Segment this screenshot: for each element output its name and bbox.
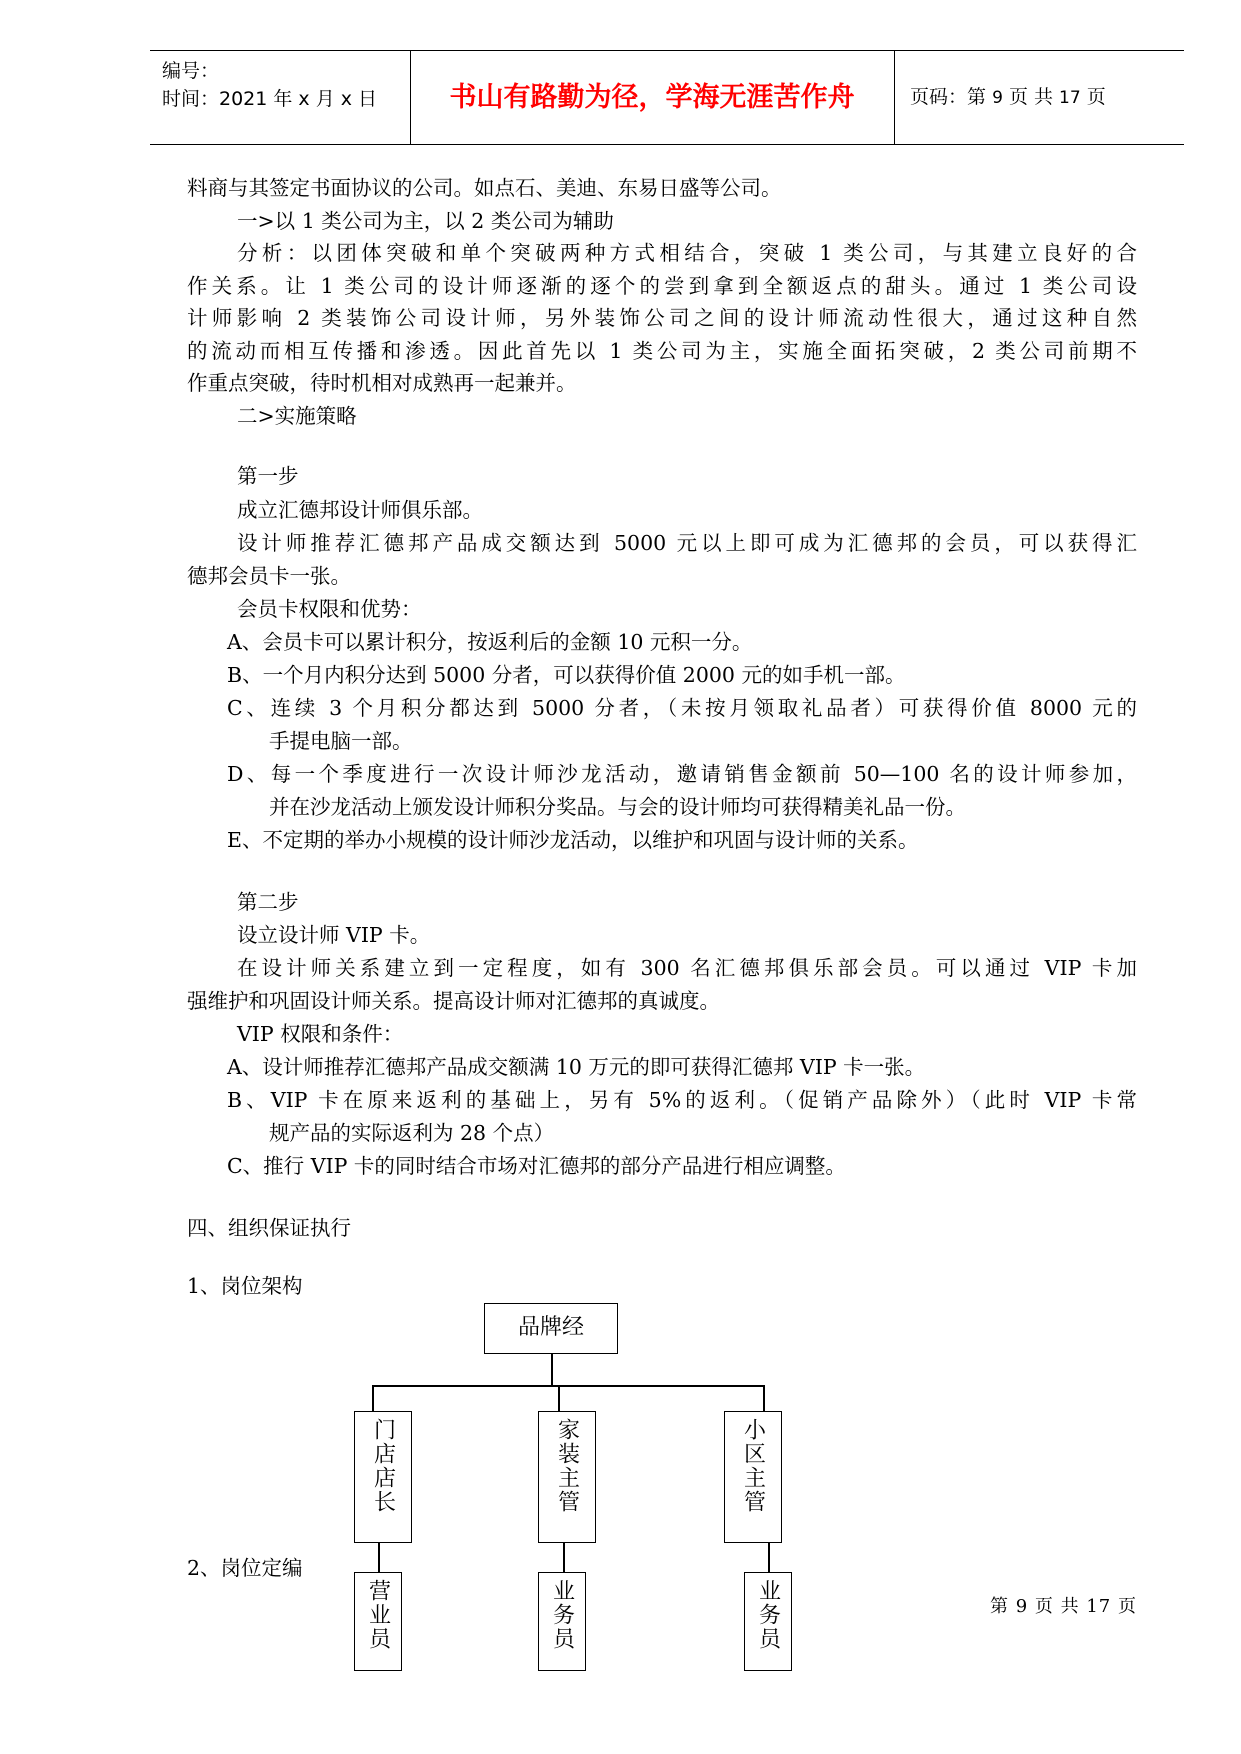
page-current: 9 <box>992 88 1003 108</box>
section-heading: 二>实施策略 <box>237 404 357 428</box>
page-mid: 页 共 <box>1008 86 1053 108</box>
paragraph-line: 成立汇德邦设计师俱乐部。 <box>237 498 483 522</box>
page-suffix: 页 <box>1086 86 1106 108</box>
org-node-store-manager: 门店店长 <box>354 1411 412 1543</box>
page-footer: 第 9 页 共 17 页 <box>990 1596 1137 1617</box>
page-header <box>150 50 1184 145</box>
paragraph-line: 作重点突破，待时机相对成熟再一起兼并。 <box>187 371 577 395</box>
paragraph-line: 的流动而相互传播和渗透。因此首先以 1 类公司为主，实施全面拓突破，2 类公司前期不 <box>187 339 1137 363</box>
list-item: A、设计师推荐汇德邦产品成交额满 10 万元的即可获得汇德邦 VIP 卡一张。 <box>227 1055 926 1079</box>
list-item: B、VIP 卡在原来返利的基础上，另有 5%的返利。（促销产品除外）（此时 VIP 卡常 <box>227 1088 1137 1112</box>
list-item: A、会员卡可以累计积分，按返利后的金额 10 元积一分。 <box>227 630 753 654</box>
step-heading: 第一步 <box>237 464 299 488</box>
list-item: C、推行 VIP 卡的同时结合市场对汇德邦的部分产品进行相应调整。 <box>227 1154 846 1178</box>
paragraph-line: 德邦会员卡一张。 <box>187 564 351 588</box>
connector-line <box>551 1354 553 1386</box>
org-node-salesperson: 业务员 <box>744 1572 792 1671</box>
paragraph-line: 计师影响 2 类装饰公司设计师，另外装饰公司之间的设计师流动性很大，通过这种自然 <box>187 306 1137 330</box>
connector-line <box>372 1385 374 1412</box>
paragraph-line: 设立设计师 VIP 卡。 <box>237 923 431 947</box>
paragraph-line: VIP 权限和条件： <box>237 1022 404 1046</box>
list-item: B、一个月内积分达到 5000 分者，可以获得价值 2000 元的如手机一部。 <box>227 663 906 687</box>
org-node-brand-manager: 品牌经 <box>484 1303 618 1354</box>
heading-1-type: 一>以 1 类公司为主，以 2 类公司为辅助 <box>237 209 614 233</box>
list-item: D、每一个季度进行一次设计师沙龙活动，邀请销售金额前 50—100 名的设计师参加， <box>227 762 1137 786</box>
section-heading: 四、组织保证执行 <box>187 1216 351 1240</box>
page-total: 17 <box>1059 88 1081 108</box>
subsection-heading: 2、岗位定编 <box>187 1556 303 1580</box>
header-divider <box>894 50 895 145</box>
number-label: 编号： <box>162 60 220 82</box>
header-meta <box>162 57 377 113</box>
connector-line <box>372 1385 764 1387</box>
paragraph-line: 料商与其签定书面协议的公司。如点石、美迪、东易日盛等公司。 <box>187 176 782 200</box>
connector-line <box>558 1385 560 1412</box>
time-label: 时间：2021 年 x 月 x 日 <box>162 88 378 110</box>
paragraph-line: 强维护和巩固设计师关系。提高设计师对汇德邦的真诚度。 <box>187 989 720 1013</box>
paragraph-line: 设计师推荐汇德邦产品成交额达到 5000 元以上即可成为汇德邦的会员，可以获得汇 <box>237 531 1137 555</box>
paragraph-line: 在设计师关系建立到一定程度，如有 300 名汇德邦俱乐部会员。可以通过 VIP 卡加 <box>237 956 1137 980</box>
org-node-home-decor-supervisor: 家装主管 <box>538 1411 596 1543</box>
header-motto: 书山有路勤为径，学海无涯苦作舟 <box>449 82 855 113</box>
header-page-number <box>910 50 1106 145</box>
org-node-community-supervisor: 小区主管 <box>724 1411 782 1543</box>
paragraph-line: 分析：以团体突破和单个突破两种方式相结合，突破 1 类公司，与其建立良好的合 <box>237 241 1137 265</box>
list-item: E、不定期的举办小规模的设计师沙龙活动，以维护和巩固与设计师的关系。 <box>227 828 919 852</box>
list-item: C、连续 3 个月积分都达到 5000 分者，（未按月领取礼品者）可获得价值 8000 元的 <box>227 696 1137 720</box>
org-node-sales-clerk: 营业员 <box>354 1572 402 1671</box>
org-node-salesperson: 业务员 <box>538 1572 586 1671</box>
list-item-continued: 规产品的实际返利为 28 个点） <box>269 1121 555 1145</box>
subsection-heading: 1、岗位架构 <box>187 1274 303 1298</box>
list-item-continued: 并在沙龙活动上颁发设计师积分奖品。与会的设计师均可获得精美礼品一份。 <box>269 795 966 819</box>
connector-line <box>763 1385 765 1412</box>
paragraph-line: 作关系。让 1 类公司的设计师逐渐的逐个的尝到拿到全额返点的甜头。通过 1 类公司设 <box>187 274 1137 298</box>
list-item-continued: 手提电脑一部。 <box>269 729 413 753</box>
paragraph-line: 会员卡权限和优势： <box>237 597 422 621</box>
step-heading: 第二步 <box>237 890 299 914</box>
page-prefix: 页码：第 <box>910 86 987 108</box>
